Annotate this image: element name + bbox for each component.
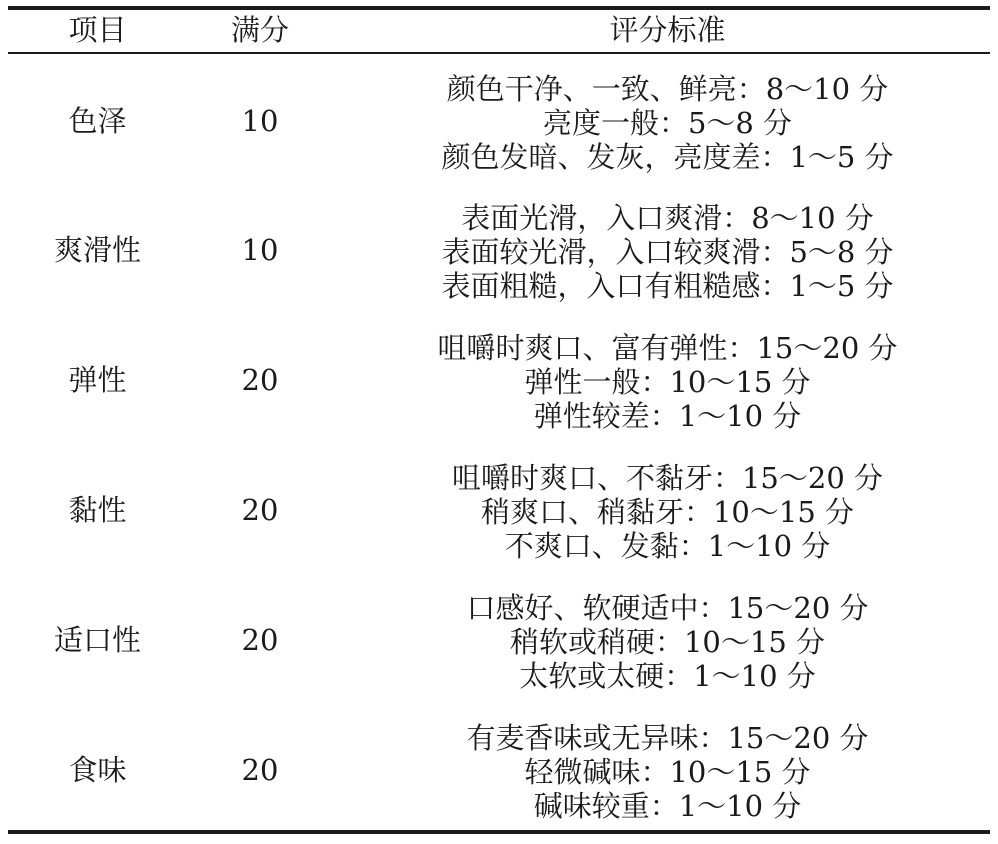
row-item: 食味 [68, 753, 127, 787]
criteria-line: 颜色发暗、发灰，亮度差：1～5 分 [441, 140, 894, 174]
criteria-line: 弹性较差：1～10 分 [533, 399, 802, 433]
header-criteria: 评分标准 [609, 13, 726, 47]
criteria-line: 碱味较重：1～10 分 [533, 789, 802, 823]
criteria-line: 表面光滑，入口爽滑：8～10 分 [461, 201, 874, 235]
row-item: 弹性 [68, 363, 127, 397]
row-score: 20 [241, 753, 279, 787]
header-item: 项目 [68, 13, 127, 47]
row-item: 黏性 [68, 493, 127, 527]
criteria-line: 亮度一般：5～8 分 [542, 106, 793, 140]
row-score: 10 [241, 233, 279, 267]
criteria-line: 表面粗糙，入口有粗糙感：1～5 分 [441, 269, 894, 303]
row-item: 适口性 [53, 623, 141, 657]
header-score: 满分 [230, 13, 289, 47]
criteria-line: 稍爽口、稍黏牙：10～15 分 [480, 495, 855, 529]
criteria-line: 轻微碱味：10～15 分 [524, 755, 811, 789]
criteria-line: 太软或太硬：1～10 分 [519, 659, 816, 693]
criteria-line: 咀嚼时爽口、富有弹性：15～20 分 [437, 331, 898, 365]
table-bottom-rule [8, 830, 990, 834]
row-score: 20 [241, 623, 279, 657]
criteria-line: 弹性一般：10～15 分 [524, 365, 811, 399]
criteria-line: 稍软或稍硬：10～15 分 [509, 625, 826, 659]
row-criteria [355, 72, 980, 174]
header-rule [8, 52, 990, 54]
row-criteria [355, 201, 980, 303]
criteria-line: 口感好、软硬适中：15～20 分 [466, 591, 869, 625]
criteria-line: 表面较光滑，入口较爽滑：5～8 分 [441, 235, 894, 269]
row-score: 20 [241, 363, 279, 397]
criteria-line: 不爽口、发黏：1～10 分 [504, 529, 831, 563]
criteria-line: 咀嚼时爽口、不黏牙：15～20 分 [451, 461, 884, 495]
table-top-rule [8, 6, 990, 10]
criteria-line: 有麦香味或无异味：15～20 分 [466, 721, 869, 755]
criteria-line: 颜色干净、一致、鲜亮：8～10 分 [446, 72, 889, 106]
row-criteria [355, 591, 980, 693]
row-item: 色泽 [68, 104, 127, 138]
row-criteria [355, 721, 980, 823]
row-criteria [355, 461, 980, 563]
row-item: 爽滑性 [53, 233, 141, 267]
row-criteria [355, 331, 980, 433]
row-score: 20 [241, 493, 279, 527]
row-score: 10 [241, 104, 279, 138]
